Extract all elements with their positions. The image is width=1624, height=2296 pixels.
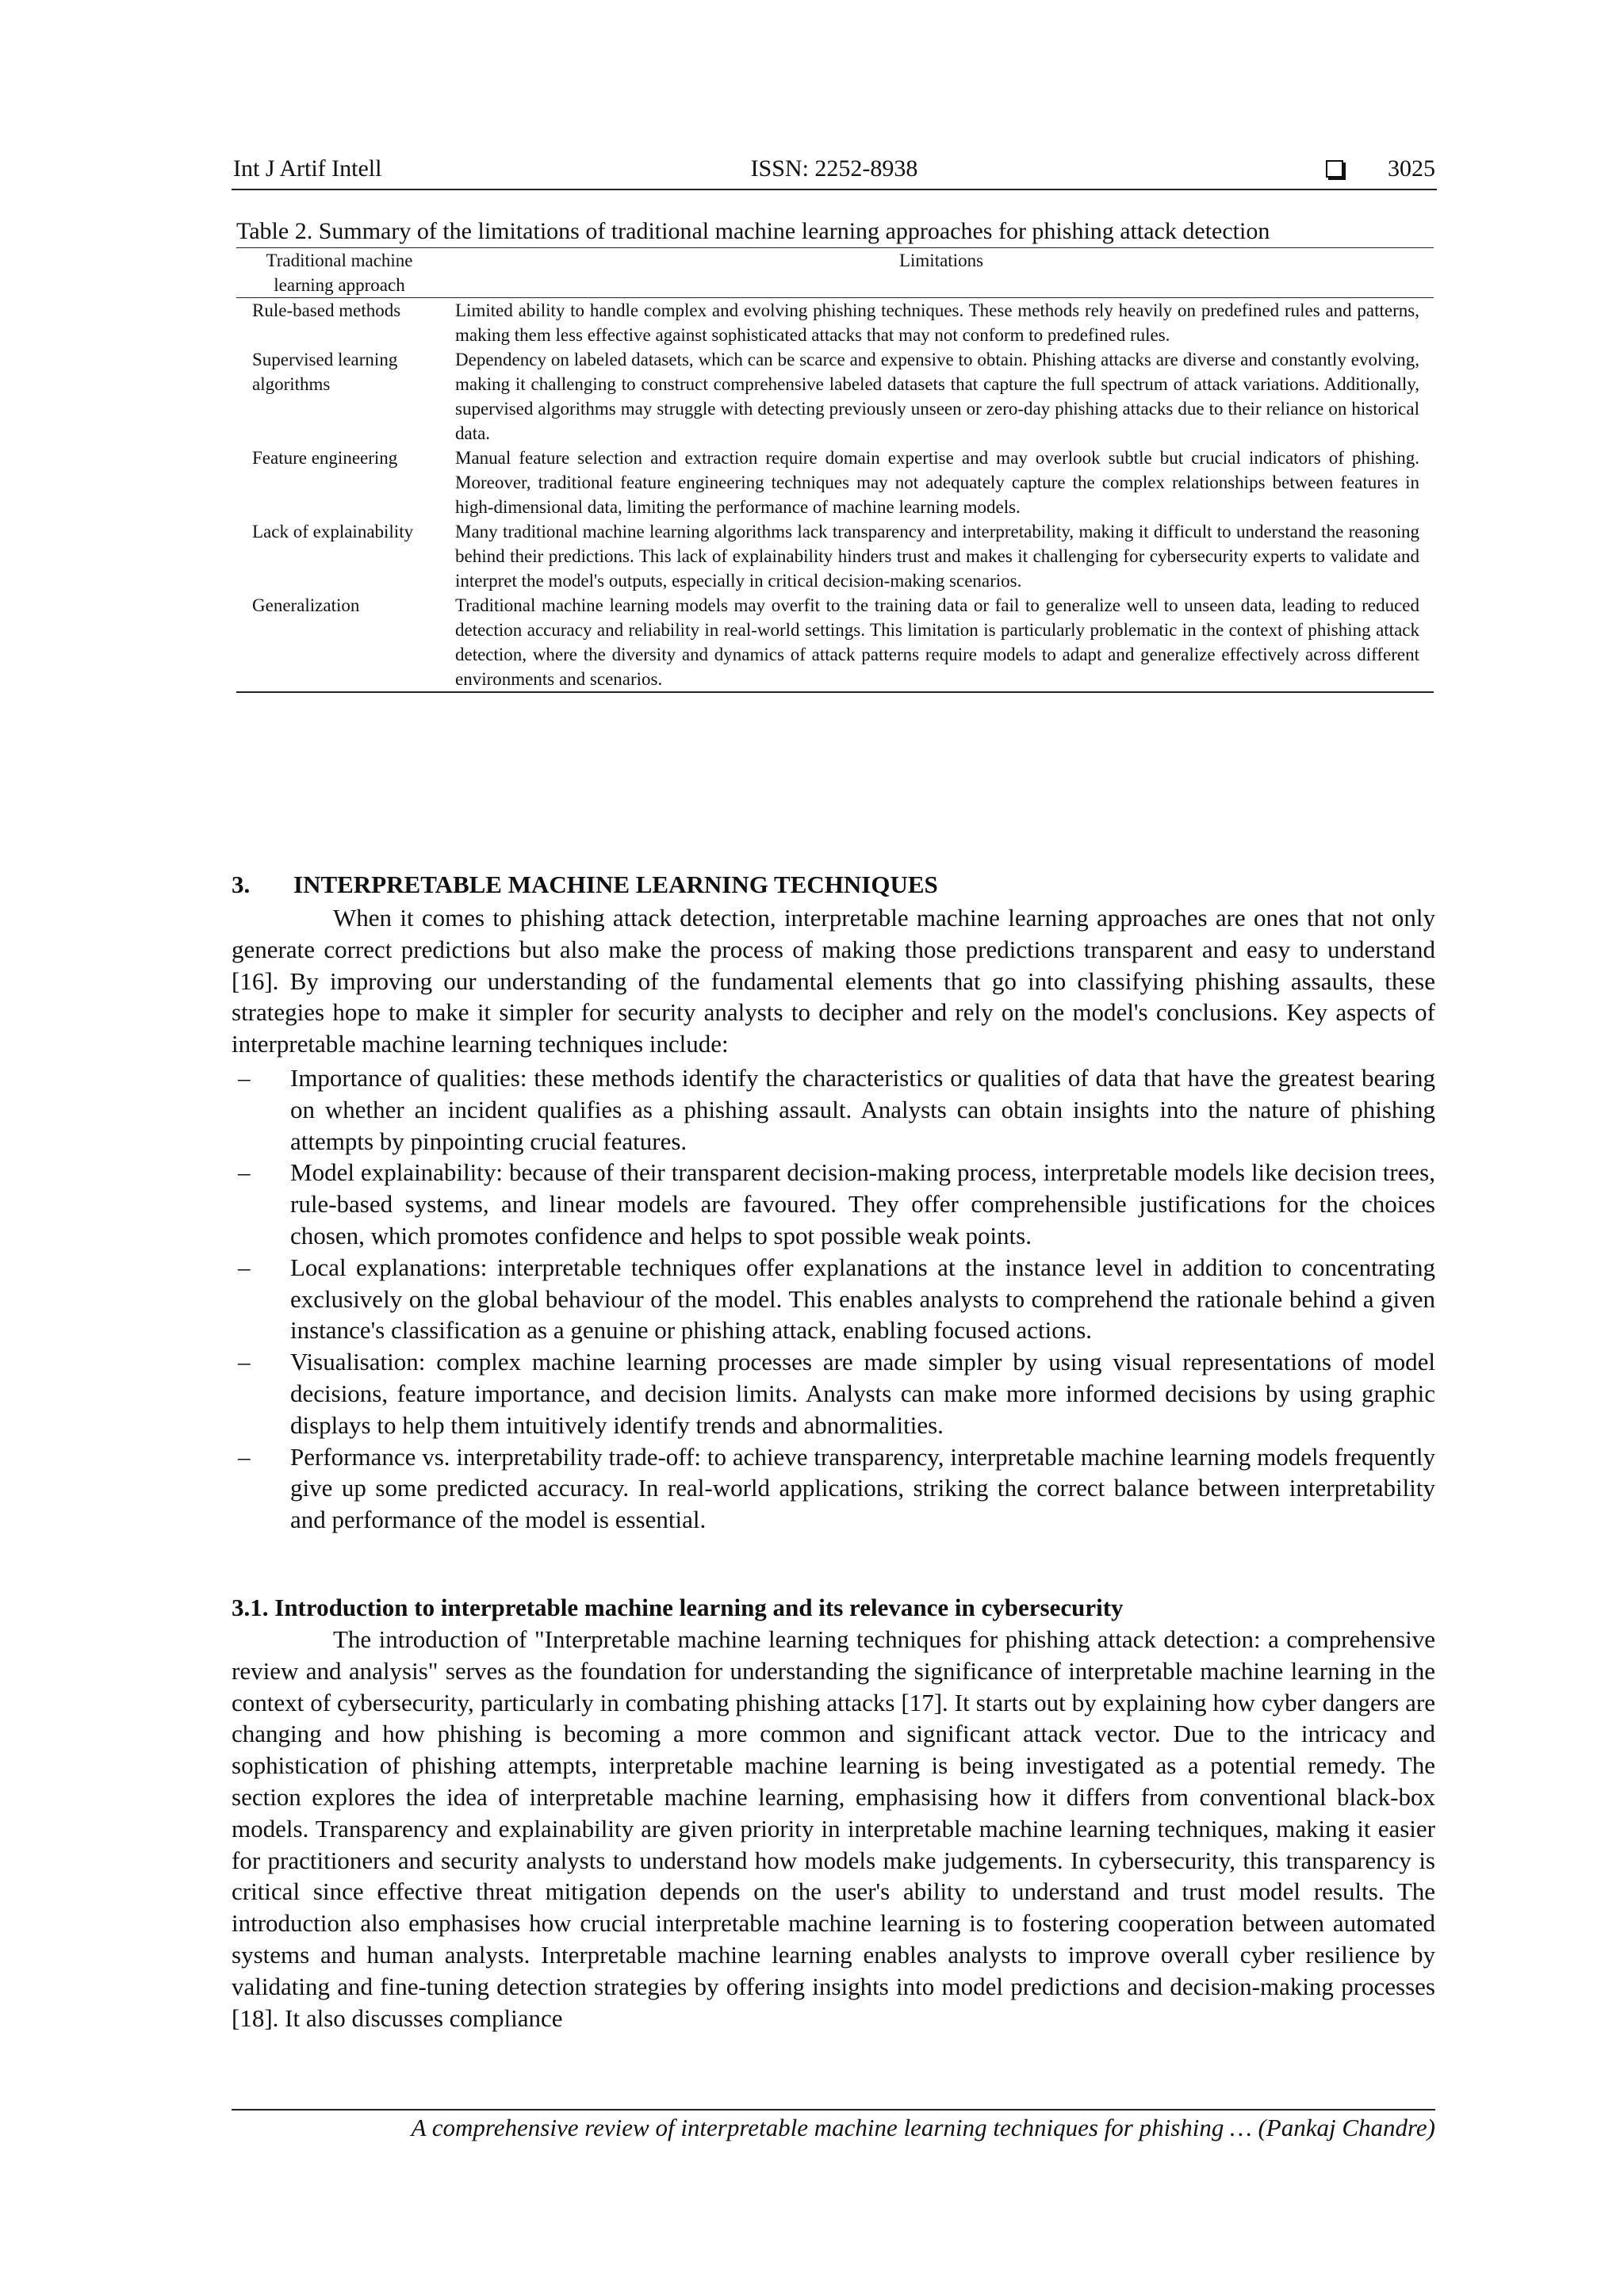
list-item xyxy=(232,1252,1435,1346)
bullet-dash: – xyxy=(238,1064,251,1092)
bullet-text: Performance vs. interpretability trade-off: to achieve transparency, interpretable machine learning models frequently give up some predicted accuracy. In real-world applications, striking the correct balance between interpretability and performance of the model is essential. xyxy=(290,1442,1435,1534)
bullet-text: Importance of qualities: these methods identify the characteristics or qualities of data that have the greatest bearing on whether an incident qualifies as a phishing assault. Analysts can obtain insights into the nature of phishing attempts by pinpointing crucial features. xyxy=(290,1064,1435,1155)
limitation-cell: Limited ability to handle complex and evolving phishing techniques. These methods rely heavily on predefined rules and patterns, making them less effective against sophisticated attacks that may not conform to predefined rules. xyxy=(455,300,1419,345)
section-intro-paragraph: When it comes to phishing attack detection, interpretable machine learning approaches are ones that not only generate correct predictions but also make the process of making those predictions transparent and easy to understand [16]. By improving our understanding of the fundamental elements that go into classifying phishing assaults, these strategies hope to make it simpler for security analysts to decipher and rely on the model's conclusions. Key aspects of interpretable machine learning techniques include: xyxy=(232,904,1435,1058)
bullet-dash: – xyxy=(238,1158,251,1187)
footer-text: A comprehensive review of interpretable machine learning techniques for phishing … (Pankaj Chandre) xyxy=(411,2114,1435,2141)
checkbox-square-icon xyxy=(1326,160,1343,178)
bullet-text: Local explanations: interpretable techniques offer explanations at the instance level in addition to concentrating exclusively on the global behaviour of the model. This enables analysts to comprehend the rationale behind a given instance's classification as a genuine or phishing attack, enabling focused actions. xyxy=(290,1253,1435,1345)
running-footer xyxy=(232,2109,1435,2142)
section-title: INTERPRETABLE MACHINE LEARNING TECHNIQUES xyxy=(293,871,938,898)
bullet-text: Model explainability: because of their transparent decision-making process, interpretable models like decision trees, rule-based systems, and linear models are favoured. They offer comprehensible justifications for the choices chosen, which promotes confidence and helps to spot possible weak points. xyxy=(290,1158,1435,1249)
running-header xyxy=(232,155,1437,190)
bullet-dash: – xyxy=(238,1442,251,1471)
table-row xyxy=(236,298,1434,348)
journal-name: Int J Artif Intell xyxy=(233,155,382,182)
approach-cell: Feature engineering xyxy=(252,448,398,468)
table-row xyxy=(236,446,1434,519)
approach-cell: Lack of explainability xyxy=(252,522,414,541)
bullet-list xyxy=(232,1062,1435,1536)
section-heading xyxy=(232,871,938,899)
subsection-paragraph: The introduction of "Interpretable machine learning techniques for phishing attack detection: a comprehensive review and analysis" serves as the foundation for understanding the significance of interpretable machine learning in the context of cybersecurity, particularly in combating phishing attacks [17]. It starts out by explaining how cyber dangers are changing and how phishing is becoming a more common and significant attack vector. Due to the intricacy and sophistication of phishing attempts, interpretable machine learning is being investigated as a potential remedy. The section explores the idea of interpretable machine learning, emphasising how it differs from conventional black-box models. Transparency and explainability are given priority in interpretable machine learning techniques, making it easier for practitioners and security analysts to understand how models make judgements. In cybersecurity, this transparency is critical since effective threat mitigation depends on the user's ability to understand and trust model results. The introduction also emphasises how crucial interpretable machine learning is to fostering cooperation between automated systems and human analysts. Interpretable machine learning enables analysts to improve overall cyber resilience by validating and fine-tuning detection strategies by offering insights into model predictions and decision-making processes [18]. It also discusses compliance xyxy=(232,1625,1435,2032)
list-item xyxy=(232,1346,1435,1441)
approach-cell: Generalization xyxy=(252,595,360,615)
limitation-cell: Dependency on labeled datasets, which can be scarce and expensive to obtain. Phishing attacks are diverse and constantly evolving, making it challenging to construct comprehensive labeled datasets that capture the full spectrum of attack variations. Additionally, supervised algorithms may struggle with detecting previously unseen or zero-day phishing attacks due to their reliance on historical data. xyxy=(455,350,1419,443)
table-caption: Table 2. Summary of the limitations of traditional machine learning approaches for phishing attack detection xyxy=(236,218,1270,244)
table-header-row xyxy=(236,248,1434,298)
bullet-dash: – xyxy=(238,1253,251,1281)
limitation-cell: Traditional machine learning models may overfit to the training data or fail to generalize well to unseen data, leading to reduced detection accuracy and reliability in real-world settings. This limitation is particularly problematic in the context of phishing attack detection, where the diversity and dynamics of attack patterns require models to adapt and generalize effectively across different environments and scenarios. xyxy=(455,595,1419,689)
list-item xyxy=(232,1062,1435,1157)
issn: ISSN: 2252-8938 xyxy=(750,155,918,182)
list-item xyxy=(232,1441,1435,1536)
table-row xyxy=(236,593,1434,692)
limitation-cell: Many traditional machine learning algorithms lack transparency and interpretability, making it difficult to understand the reasoning behind their predictions. This lack of explainability hinders trust and makes it challenging for cybersecurity experts to validate and interpret the model's outputs, especially in critical decision-making scenarios. xyxy=(455,522,1419,591)
column-header-limitations: Limitations xyxy=(898,251,984,270)
limitation-cell: Manual feature selection and extraction require domain expertise and may overlook subtle but crucial indicators of phishing. Moreover, traditional feature engineering techniques may not adequately capture the complex relationships between features in high-dimensional data, limiting the performance of machine learning models. xyxy=(455,448,1419,517)
column-header-approach: Traditional machine learning approach xyxy=(266,251,413,295)
approach-cell: Rule-based methods xyxy=(252,300,401,320)
subsection-heading: 3.1. Introduction to interpretable machine learning and its relevance in cybersecurity xyxy=(232,1594,1124,1621)
list-item xyxy=(232,1157,1435,1251)
approach-cell: Supervised learning algorithms xyxy=(252,350,398,394)
page-number: 3025 xyxy=(1388,155,1435,182)
bullet-dash: – xyxy=(238,1348,251,1376)
bullet-text: Visualisation: complex machine learning processes are made simpler by using visual representations of model decisions, feature importance, and decision limits. Analysts can make more informed decisions by using graphic displays to help them intuitively identify trends and abnormalities. xyxy=(290,1348,1435,1439)
limitations-table xyxy=(236,247,1434,693)
table-row xyxy=(236,347,1434,446)
section-number: 3. xyxy=(232,871,251,898)
table-row xyxy=(236,519,1434,593)
